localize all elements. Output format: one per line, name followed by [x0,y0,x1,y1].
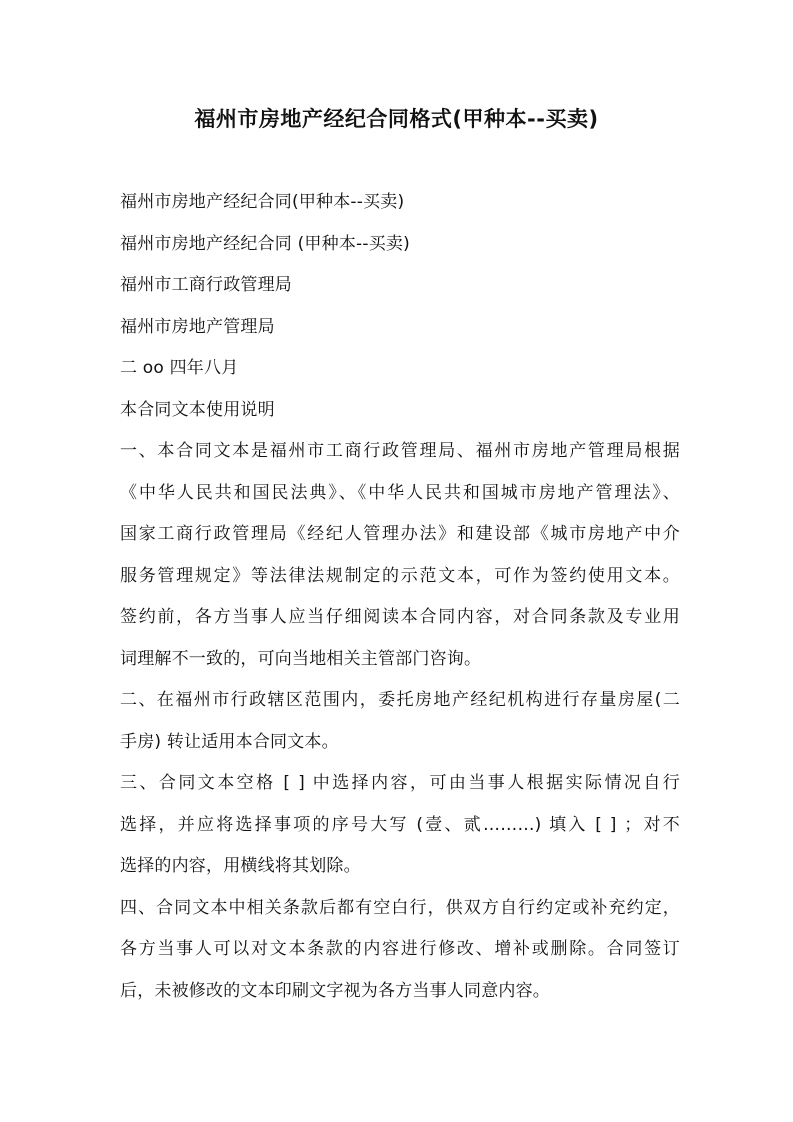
paragraph-line: 后，未被修改的文本印刷文字视为各方当事人同意内容。 [120,980,550,1001]
subtitle-line: 福州市房地产经纪合同 (甲种本--买卖) [120,233,410,254]
document-title: 福州市房地产经纪合同格式(甲种本--买卖) [194,107,599,131]
issuer-line: 福州市工商行政管理局 [120,275,292,295]
paragraph-line: 一、本合同文本是福州市工商行政管理局、福州市房地产管理局根据 [120,441,680,461]
date-line: 二 oo 四年八月 [120,358,239,378]
paragraph-line: 签约前，各方当事人应当仔细阅读本合同内容，对合同条款及专业用 [120,607,680,627]
issuer-line: 福州市房地产管理局 [120,316,275,337]
section-heading: 本合同文本使用说明 [120,399,275,420]
paragraph-line: 词理解不一致的，可向当地相关主管部门咨询。 [120,648,482,669]
paragraph-line: 手房) 转让适用本合同文本。 [120,731,339,752]
paragraph-line: 选择，并应将选择事项的序号大写 (壹、贰………) 填入 [ ] ；对不 [120,814,680,835]
paragraph-line: 服务管理规定》等法律法规制定的示范文本，可作为签约使用文本。 [120,565,680,586]
paragraph-line: 三、合同文本空格 [ ] 中选择内容，可由当事人根据实际情况自行 [120,773,680,793]
paragraph-line: 《中华人民共和国民法典》、《中华人民共和国城市房地产管理法》、 [120,482,680,503]
paragraph-line: 二、在福州市行政辖区范围内，委托房地产经纪机构进行存量房屋(二 [120,690,680,710]
document-body [120,182,680,1012]
subtitle-line: 福州市房地产经纪合同(甲种本--买卖) [120,192,405,212]
paragraph-line: 各方当事人可以对文本条款的内容进行修改、增补或删除。合同签订 [120,939,680,959]
paragraph-line: 国家工商行政管理局《经纪人管理办法》和建设部《城市房地产中介 [120,524,680,544]
paragraph-line: 选择的内容，用横线将其划除。 [120,856,361,876]
paragraph-line: 四、合同文本中相关条款后都有空白行，供双方自行约定或补充约定， [120,897,680,918]
